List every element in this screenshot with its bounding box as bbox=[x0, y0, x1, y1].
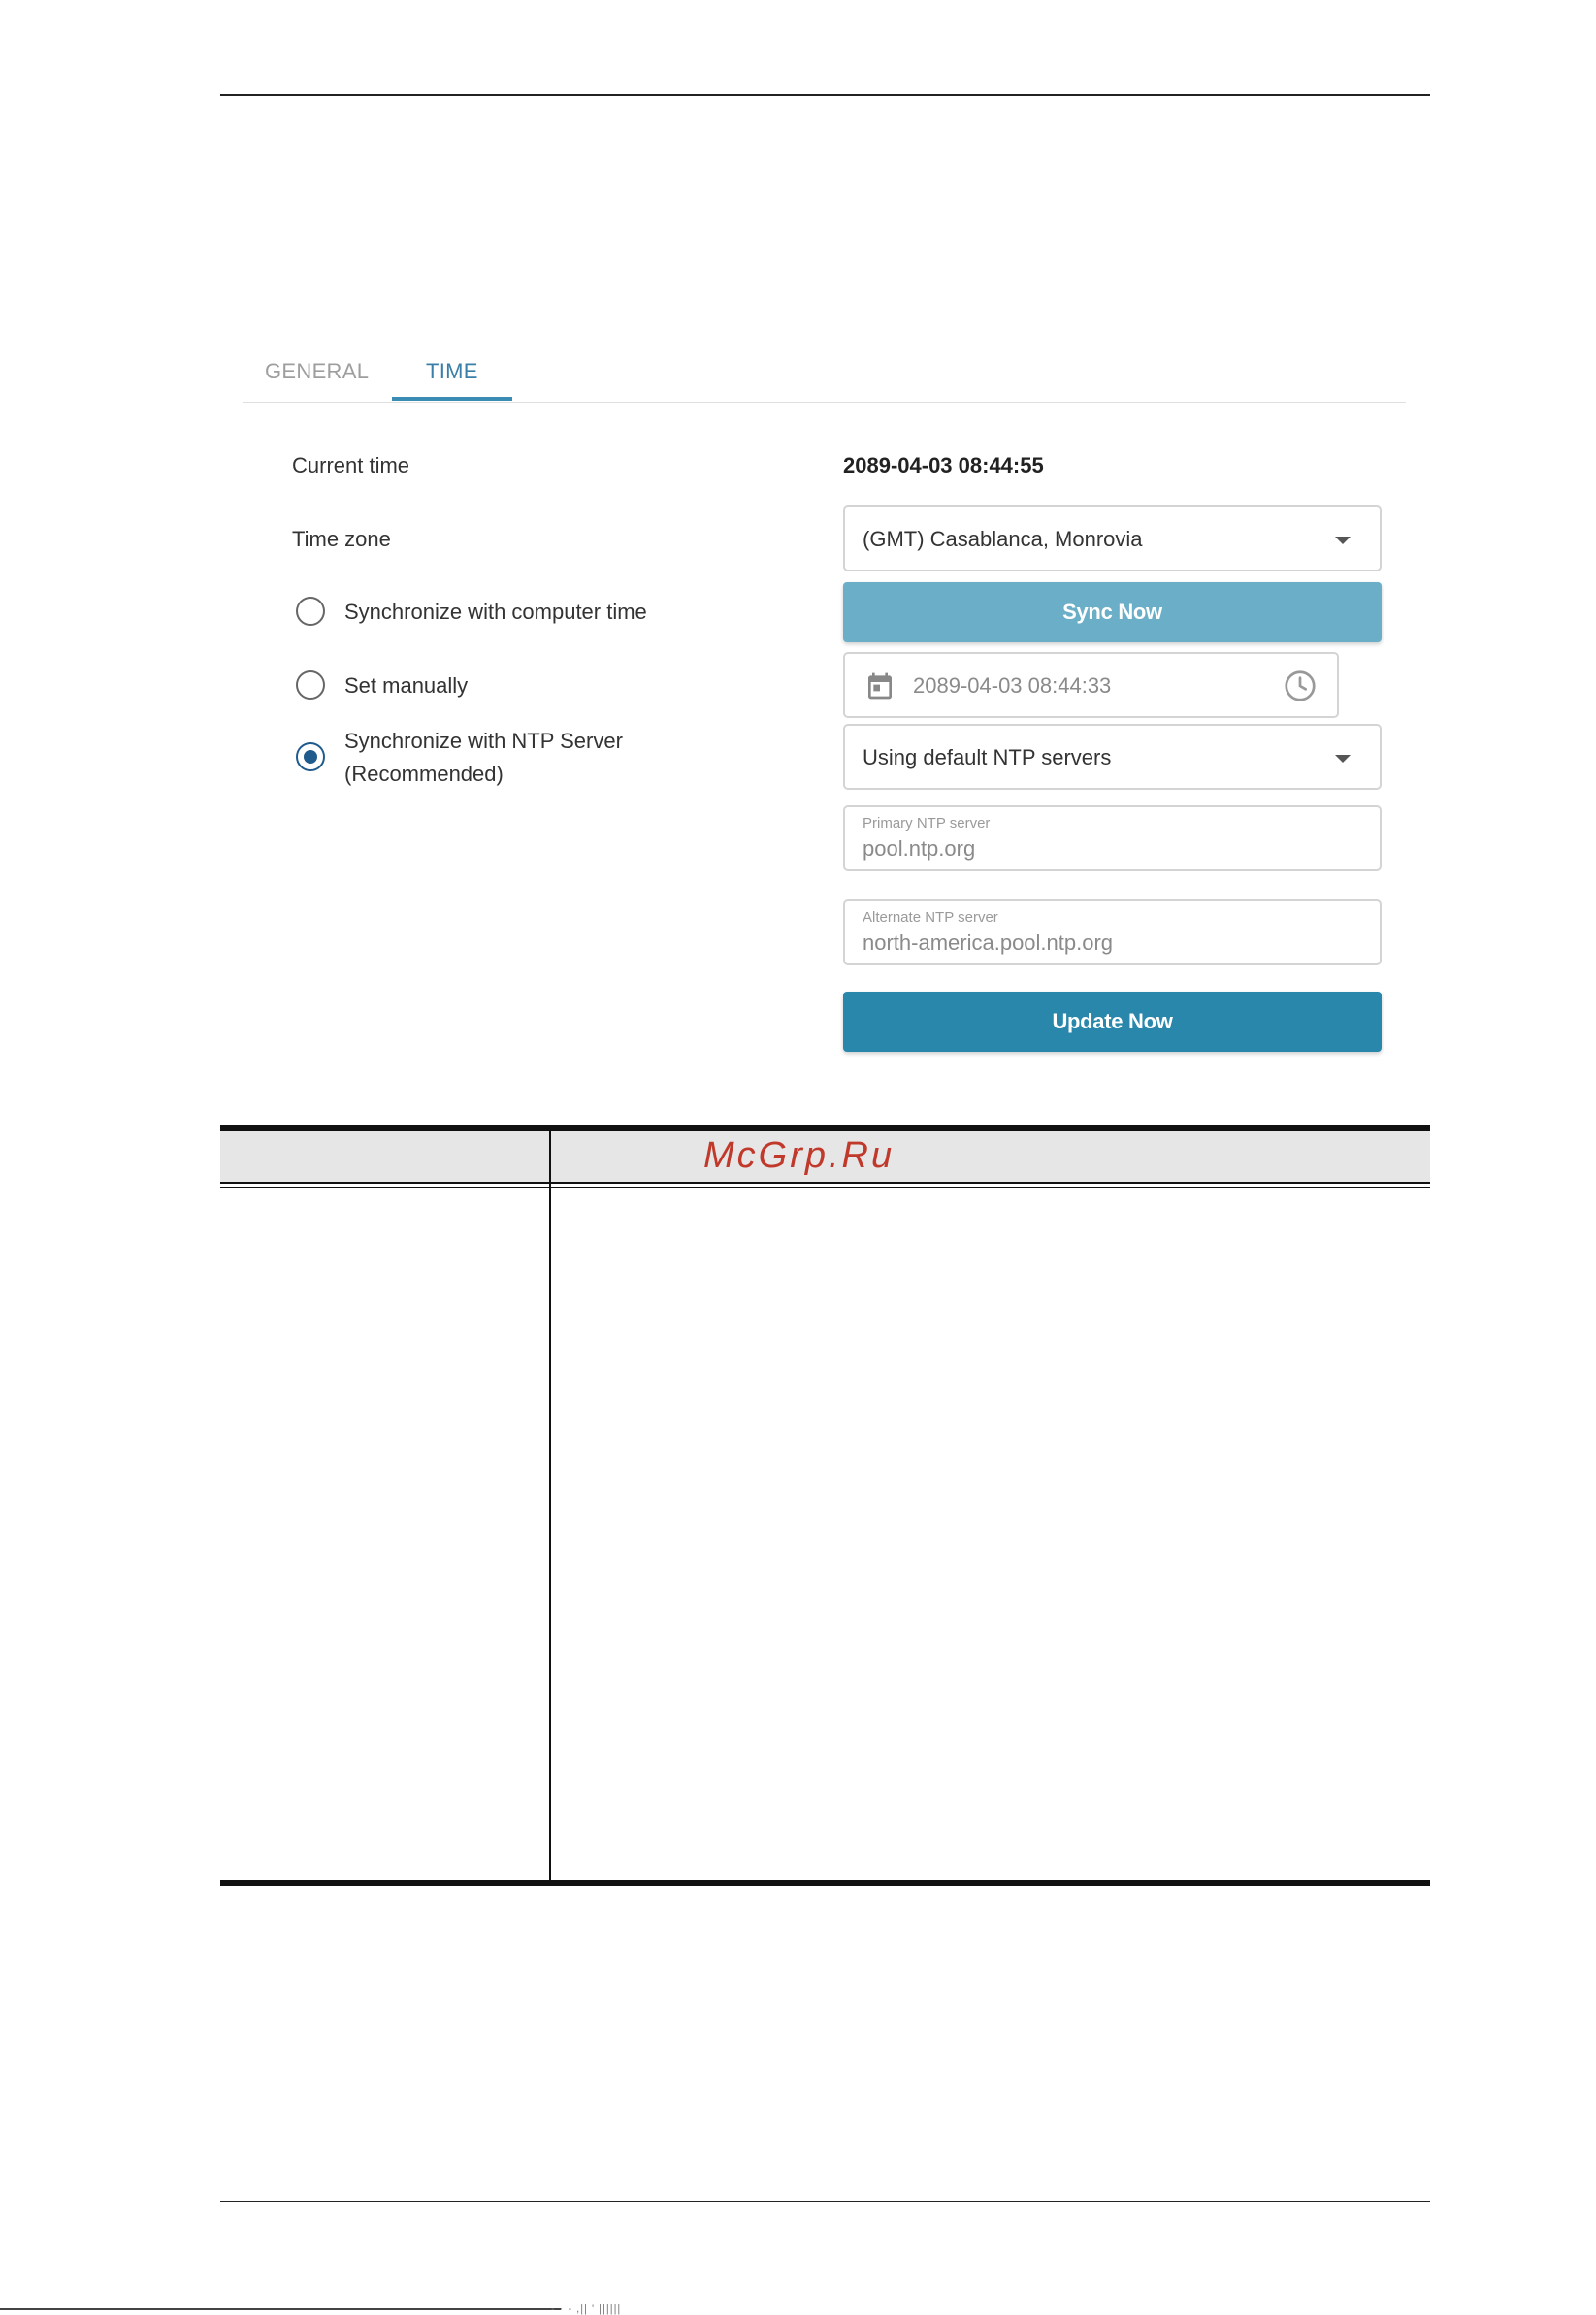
primary-ntp-label: Primary NTP server bbox=[863, 815, 991, 831]
radio-sync-ntp-label-note[interactable]: (Recommended) bbox=[344, 762, 504, 786]
radio-sync-ntp[interactable] bbox=[296, 742, 325, 771]
radio-sync-ntp-label[interactable]: Synchronize with NTP Server bbox=[344, 729, 623, 753]
page-footer-rule bbox=[220, 2201, 1430, 2202]
radio-sync-computer-label[interactable]: Synchronize with computer time bbox=[344, 600, 647, 624]
scan-artifact: - · - ,|| ' |||||| bbox=[551, 2303, 622, 2315]
table-header-rule bbox=[220, 1182, 1430, 1184]
alternate-ntp-value: north-america.pool.ntp.org bbox=[863, 930, 1114, 955]
table-header-rule-thin bbox=[220, 1187, 1430, 1188]
calendar-icon[interactable] bbox=[864, 669, 896, 702]
clock-icon[interactable] bbox=[1283, 668, 1318, 703]
dropdown-caret-icon bbox=[1335, 537, 1351, 544]
time-zone-value: (GMT) Casablanca, Monrovia bbox=[863, 527, 1143, 551]
manual-datetime-value: 2089-04-03 08:44:33 bbox=[913, 673, 1112, 698]
current-time-label: Current time bbox=[292, 453, 410, 477]
ntp-mode-select[interactable] bbox=[843, 724, 1382, 790]
radio-set-manually-label[interactable]: Set manually bbox=[344, 673, 469, 698]
time-zone-select[interactable] bbox=[843, 505, 1382, 571]
watermark: McGrp.Ru bbox=[703, 1135, 896, 1176]
radio-set-manually[interactable] bbox=[296, 670, 325, 700]
page-header-rule bbox=[220, 94, 1430, 96]
tabs-divider bbox=[243, 402, 1406, 403]
table-column-divider bbox=[549, 1131, 551, 1882]
alternate-ntp-field[interactable] bbox=[843, 899, 1382, 965]
scan-edge-line bbox=[0, 2308, 561, 2310]
manual-datetime-input[interactable] bbox=[843, 652, 1339, 718]
alternate-ntp-label: Alternate NTP server bbox=[863, 909, 998, 926]
active-tab-indicator bbox=[392, 397, 512, 401]
time-zone-label: Time zone bbox=[292, 527, 391, 551]
current-time-value: 2089-04-03 08:44:55 bbox=[843, 453, 1044, 477]
sync-now-button[interactable]: Sync Now bbox=[843, 582, 1382, 642]
table-bottom-rule bbox=[220, 1880, 1430, 1886]
ntp-mode-value: Using default NTP servers bbox=[863, 745, 1112, 769]
radio-sync-computer[interactable] bbox=[296, 597, 325, 626]
primary-ntp-field[interactable] bbox=[843, 805, 1382, 871]
tab-time[interactable]: TIME bbox=[426, 359, 478, 383]
dropdown-caret-icon bbox=[1335, 755, 1351, 763]
primary-ntp-value: pool.ntp.org bbox=[863, 836, 976, 861]
tab-general[interactable]: GENERAL bbox=[265, 359, 370, 383]
update-now-button[interactable]: Update Now bbox=[843, 992, 1382, 1052]
